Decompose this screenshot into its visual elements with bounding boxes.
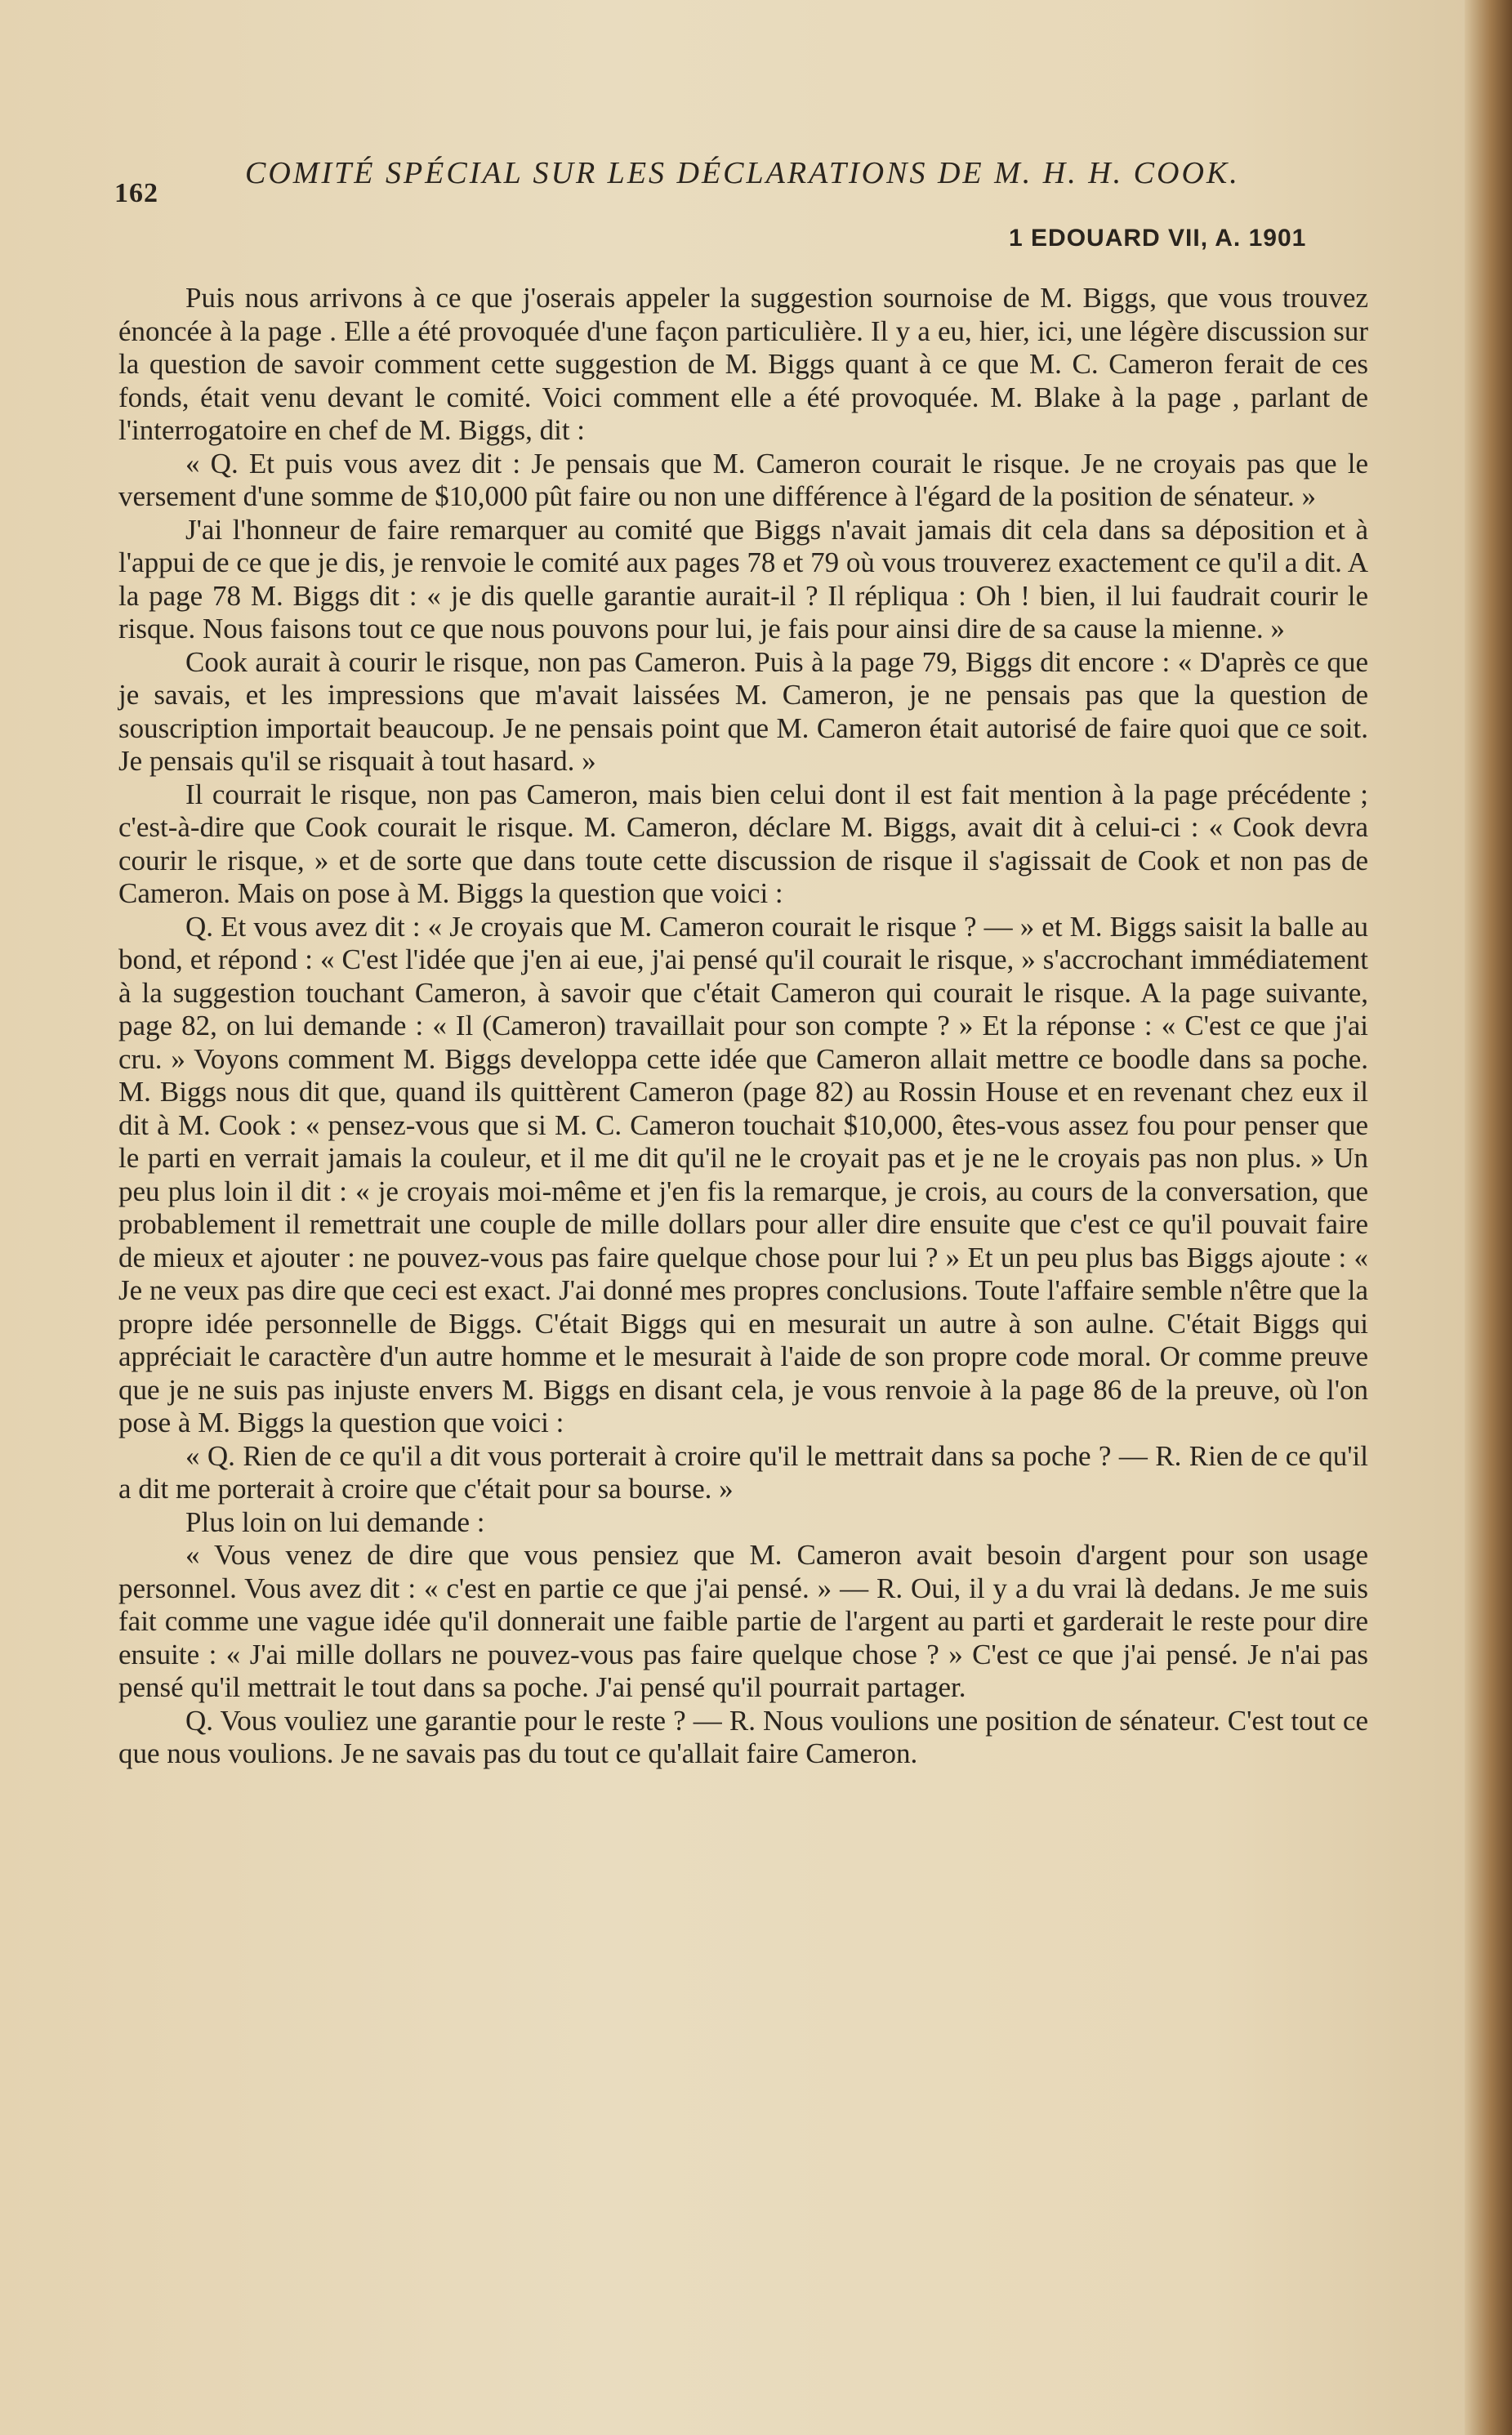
paragraph: Q. Vous vouliez une garantie pour le reste ? — R. Nous voulions une position de sénateur. C'est tout ce que nous voulions. Je ne savais pas du tout ce qu'allait faire Cameron. [118,1704,1368,1769]
page-header [114,155,1356,208]
paragraph: « Q. Et puis vous avez dit : Je pensais que M. Cameron courait le risque. Je ne croyais pas que le versement d'une somme de $10,000 pût faire ou non une différence à l'égard de la position de sénateur. » [118,447,1368,512]
page-edge-shadow [1465,0,1512,2435]
running-title: COMITÉ SPÉCIAL SUR LES DÉCLARATIONS DE M. H. H. COOK. [245,156,1240,190]
page-number: 162 [114,178,158,208]
paragraph: « Vous venez de dire que vous pensiez que M. Cameron avait besoin d'argent pour son usage personnel. Vous avez dit : « c'est en partie ce que j'ai pensé. » — R. Oui, il y a du vrai là dedans. Je me suis fait comme une vague idée qu'il donnerait une faible partie de l'argent au parti et garderait le reste pour dire ensuite : « J'ai mille dollars ne pouvez-vous pas faire quelque chose ? » C'est ce que j'ai pensé. Je n'ai pas pensé qu'il mettrait le tout dans sa poche. J'ai pensé qu'il pourrait partager. [118,1539,1368,1703]
session-line: 1 EDOUARD VII, A. 1901 [1009,225,1307,252]
paragraph: J'ai l'honneur de faire remarquer au comité que Biggs n'avait jamais dit cela dans sa déposition et à l'appui de ce que je dis, je renvoie le comité aux pages 78 et 79 où vous trouverez exactement ce qu'il a dit. A la page 78 M. Biggs dit : « je dis quelle garantie aurait-il ? Il répliqua : Oh ! bien, il lui faudrait courir le risque. Nous faisons tout ce que nous pouvons pour lui, je fais pour ainsi dire de sa cause la mienne. » [118,513,1368,644]
paragraph: « Q. Rien de ce qu'il a dit vous porterait à croire qu'il le mettrait dans sa poche ? — R. Rien de ce qu'il a dit me porterait à croire que c'était pour sa bourse. » [118,1439,1368,1505]
body-text [118,282,1368,1771]
paragraph: Il courrait le risque, non pas Cameron, mais bien celui dont il est fait mention à la page précédente ; c'est-à-dire que Cook courait le risque. M. Cameron, déclare M. Biggs, avait dit à celui-ci : « Cook devra courir le risque, » et de sorte que dans toute cette discussion de risque il s'agissait de Cook et non pas de Cameron. Mais on pose à M. Biggs la question que voici : [118,778,1368,909]
paragraph: Puis nous arrivons à ce que j'oserais appeler la suggestion sournoise de M. Biggs, que vous trouvez énoncée à la page . Elle a été provoquée d'une façon particulière. Il y a eu, hier, ici, une légère discussion sur la question de savoir comment cette suggestion de M. Biggs quant à ce que M. C. Cameron ferait de ces fonds, était venu devant le comité. Voici comment elle a été provoquée. M. Blake à la page , parlant de l'interrogatoire en chef de M. Biggs, dit : [118,282,1368,446]
paragraph: Plus loin on lui demande : [185,1505,485,1538]
paragraph: Q. Et vous avez dit : « Je croyais que M. Cameron courait le risque ? — » et M. Biggs saisit la balle au bond, et répond : « C'est l'idée que j'en ai eue, j'ai pensé qu'il courait le risque, » s'accrochant immédiatement à la suggestion touchant Cameron, à savoir que c'était Cameron qui courait le risque. A la page suivante, page 82, on lui demande : « Il (Cameron) travaillait pour son compte ? » Et la réponse : « C'est ce que j'ai cru. » Voyons comment M. Biggs developpa cette idée que Cameron allait mettre ce boodle dans sa poche. M. Biggs nous dit que, quand ils quittèrent Cameron (page 82) au Rossin House et en revenant chez eux il dit à M. Cook : « pensez-vous que si M. C. Cameron touchait $10,000, êtes-vous assez fou pour penser que le parti en verrait jamais la couleur, et il me dit qu'il ne le croyait pas et je ne le croyais pas non plus. » Un peu plus loin il dit : « je croyais moi-même et j'en fis la remarque, je crois, au cours de la conversation, que probablement il remettrait une couple de mille dollars pour aller dire ensuite que c'est ce qu'il pouvait faire de mieux et ajouter : ne pouvez-vous pas faire quelque chose pour lui ? » Et un peu plus bas Biggs ajoute : « Je ne veux pas dire que ceci est exact. J'ai donné mes propres conclusions. Toute l'affaire semble n'être que la propre idée personnelle de Biggs. C'était Biggs qui en mesurait un autre à son aulne. C'était Biggs qui appréciait le caractère d'un autre homme et le mesurait à l'aide de son propre code moral. Or comme preuve que je ne suis pas injuste envers M. Biggs en disant cela, je vous renvoie à la page 86 de la preuve, où l'on pose à M. Biggs la question que voici : [118,910,1368,1438]
paragraph: Cook aurait à courir le risque, non pas Cameron. Puis à la page 79, Biggs dit encore : « D'après ce que je savais, et les impressions que m'avait laissées M. Cameron, je ne pensais pas que la question de souscription importait beaucoup. Je ne pensais point que M. Cameron était autorisé de faire quoi que ce soit. Je pensais qu'il se risquait à tout hasard. » [118,645,1368,777]
